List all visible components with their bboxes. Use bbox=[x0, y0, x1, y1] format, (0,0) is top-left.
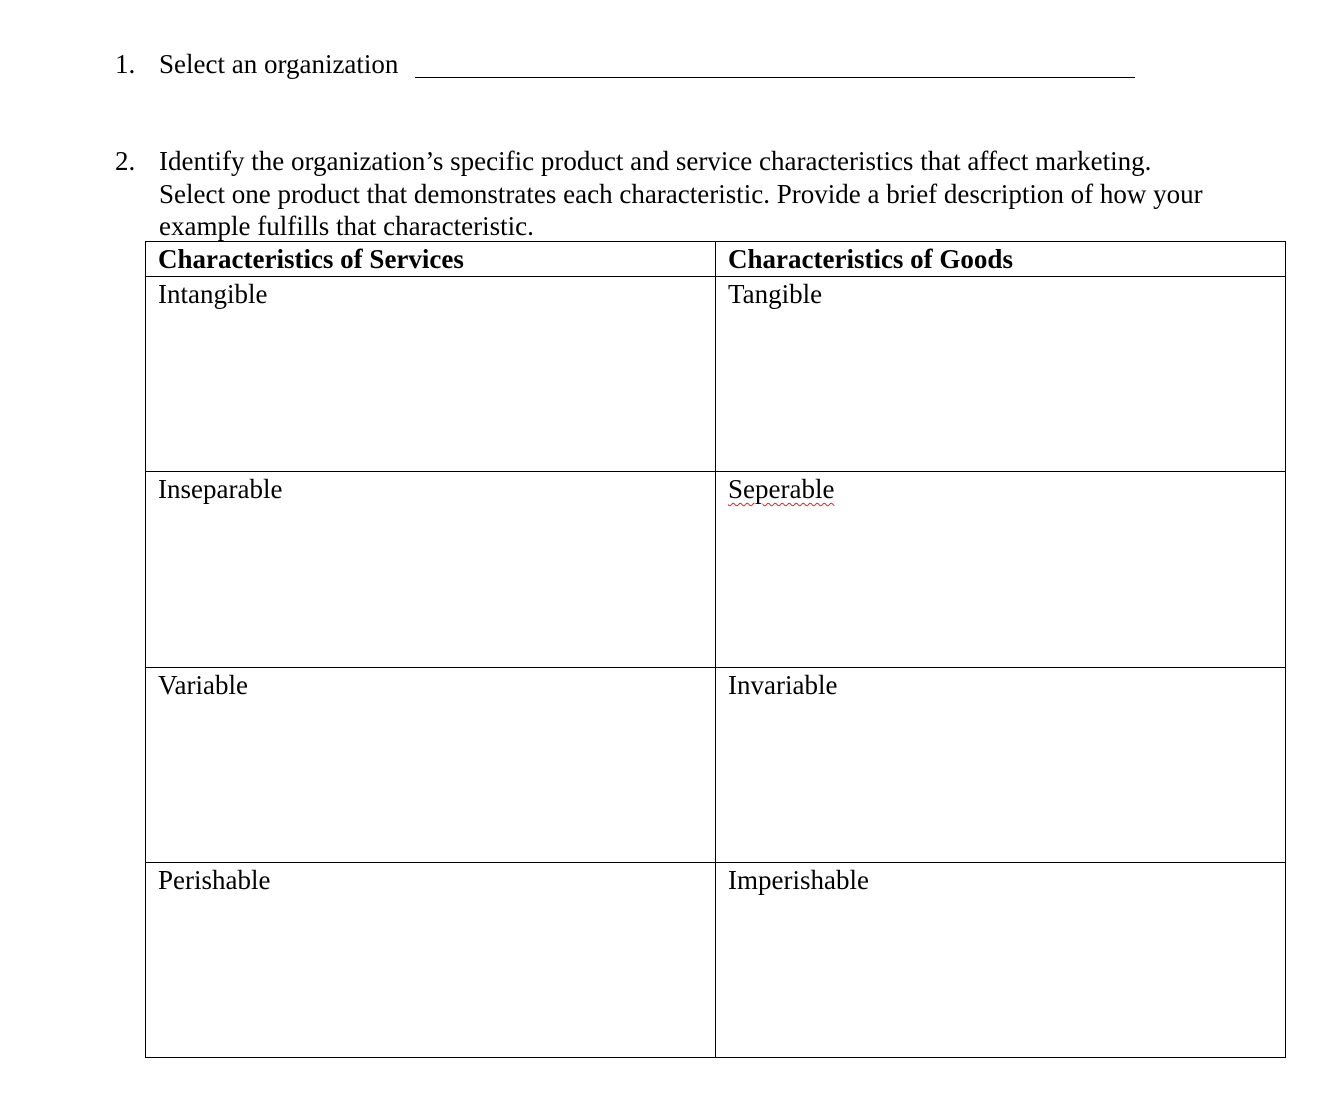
services-cell[interactable] bbox=[146, 669, 715, 863]
services-label: Intangible bbox=[158, 279, 268, 309]
question-2-number: 2. bbox=[115, 146, 136, 176]
goods-label: Imperishable bbox=[728, 865, 869, 895]
services-label: Perishable bbox=[158, 865, 271, 895]
question-1-number: 1. bbox=[115, 49, 136, 79]
services-cell[interactable] bbox=[146, 473, 715, 667]
goods-cell[interactable] bbox=[716, 278, 1286, 472]
services-label: Variable bbox=[158, 670, 248, 700]
question-2-text-line-1: Identify the organization’s specific product and service characteristics that affect marketing. bbox=[159, 146, 1152, 176]
goods-label: Invariable bbox=[728, 670, 838, 700]
question-1-text: Select an organization bbox=[159, 49, 399, 79]
row-divider bbox=[146, 471, 1285, 472]
services-cell[interactable] bbox=[146, 864, 715, 1058]
characteristics-table bbox=[145, 241, 1286, 1058]
services-cell[interactable] bbox=[146, 278, 715, 472]
question-2-text-line-3: example fulfills that characteristic. bbox=[159, 211, 534, 241]
header-services: Characteristics of Services bbox=[158, 244, 464, 274]
header-goods: Characteristics of Goods bbox=[728, 244, 1013, 274]
goods-cell[interactable] bbox=[716, 864, 1286, 1058]
services-label: Inseparable bbox=[158, 474, 283, 504]
organization-answer-line[interactable] bbox=[415, 77, 1135, 78]
goods-label: Seperable bbox=[728, 474, 835, 504]
row-divider bbox=[146, 862, 1285, 863]
question-2-text-line-2: Select one product that demonstrates each characteristic. Provide a brief description of how your bbox=[159, 179, 1203, 209]
goods-cell[interactable] bbox=[716, 473, 1286, 667]
goods-cell[interactable] bbox=[716, 669, 1286, 863]
header-divider bbox=[146, 276, 1285, 277]
row-divider bbox=[146, 667, 1285, 668]
goods-label: Tangible bbox=[728, 279, 823, 309]
